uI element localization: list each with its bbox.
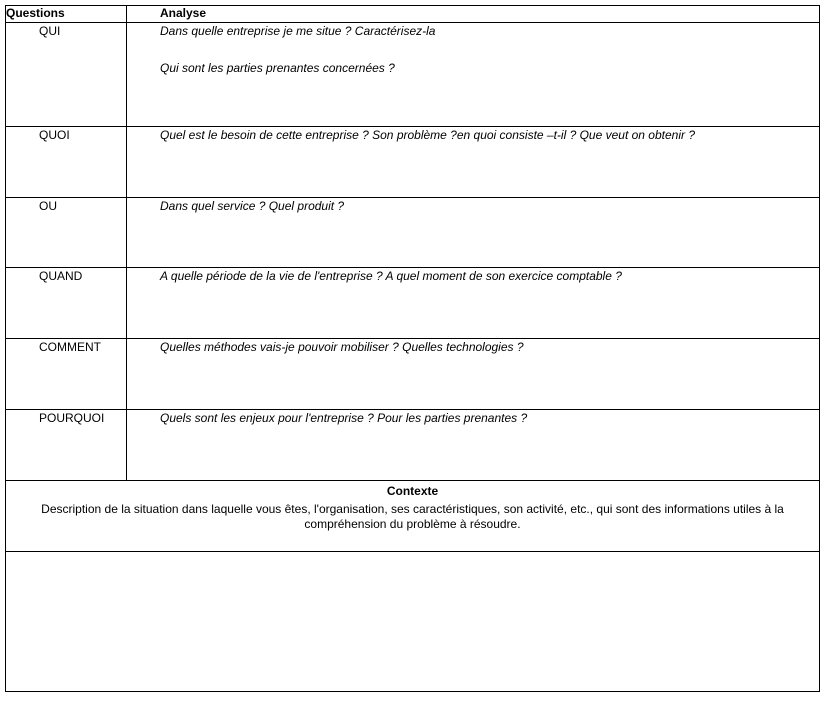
analysis-text: Quels sont les enjeux pour l'entreprise ? Pour les parties prenantes ? [160,411,528,425]
analysis-text: Quelles méthodes vais-je pouvoir mobiliser ? Quelles technologies ? [160,340,524,354]
analysis-table [5,5,820,692]
analysis-cell-qui [127,23,820,127]
header-row [6,6,820,23]
analysis-cell-ou [127,198,820,268]
table-row [6,23,820,127]
context-input-area [6,552,820,692]
table-row [6,339,820,410]
analysis-text: Qui sont les parties prenantes concernées ? [160,61,395,75]
table-row [6,268,820,339]
analysis-text: A quelle période de la vie de l'entreprise ? A quel moment de son exercice comptable ? [160,269,622,283]
question-cell-quoi: QUOI [6,127,127,198]
context-description: Description de la situation dans laquelle vous êtes, l'organisation, ses caractéristiques, son activité, etc., qui sont des informations utiles à la compréhension du problème à résoudre. [41,502,784,531]
analysis-cell-quand [127,268,820,339]
header-analyse: Analyse [127,6,820,23]
analysis-cell-pourquoi [127,410,820,481]
analysis-text: Quel est le besoin de cette entreprise ? Son problème ?en quoi consiste –t-il ? Que veut on obtenir ? [160,128,695,142]
analysis-text: Dans quelle entreprise je me situe ? Caractérisez-la [160,24,436,38]
table-row [6,127,820,198]
context-title: Contexte [386,484,439,498]
table-row [6,410,820,481]
question-cell-quand: QUAND [6,268,127,339]
context-cell [6,481,820,552]
question-cell-ou: OU [6,198,127,268]
question-cell-pourquoi: POURQUOI [6,410,127,481]
analysis-text: Dans quel service ? Quel produit ? [160,199,345,213]
table-row [6,198,820,268]
analysis-cell-comment [127,339,820,410]
question-cell-comment: COMMENT [6,339,127,410]
analysis-cell-quoi [127,127,820,198]
blank-row [6,552,820,692]
context-row [6,481,820,552]
question-cell-qui: QUI [6,23,127,127]
header-questions: Questions [6,6,127,23]
